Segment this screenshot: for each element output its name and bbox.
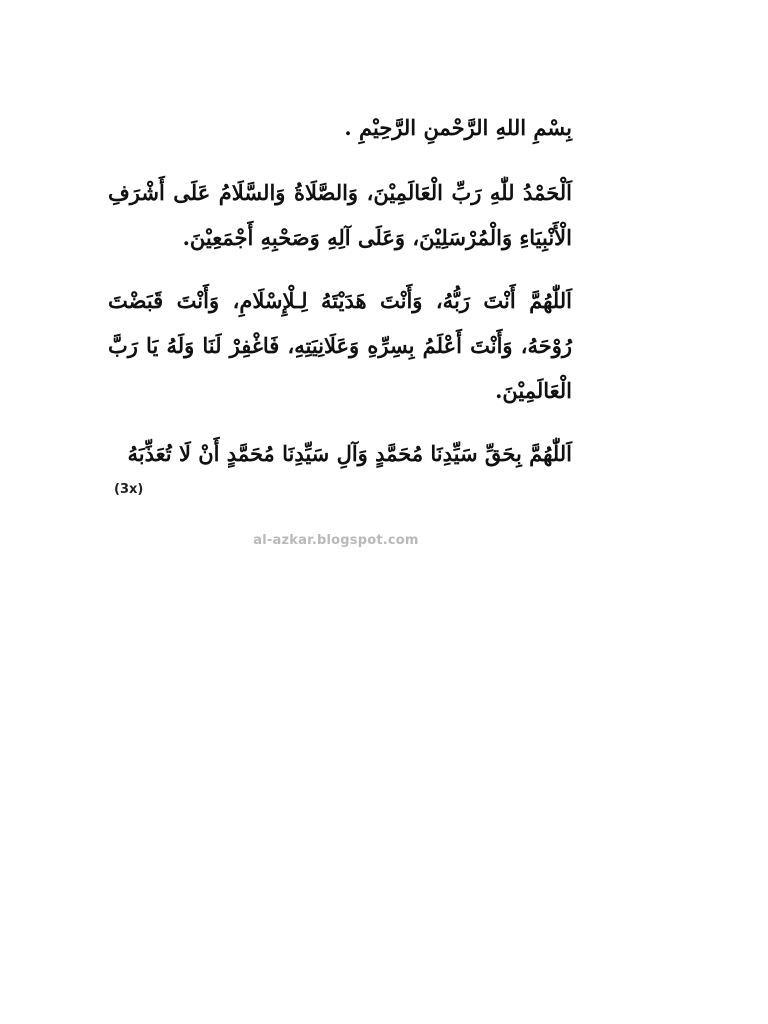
opening-praise-paragraph: اَلْحَمْدُ للّٰهِ رَبِّ الْعَالَمِيْنَ، وَالصَّلَاةُ وَالسَّلَامُ عَلَى أَشْرَفِ الْأَنْبِيَاءِ وَالْمُرْسَلِيْنَ، وَعَلَى آلِهِ وَصَحْبِهِ أَجْمَعِيْنَ. [108,180,572,250]
watermark-url: al-azkar.blogspot.com [253,533,419,548]
basmala-heading: بِسْمِ اللهِ الرَّحْمنِ الرَّحِيْمِ . [344,115,572,140]
repeat-count-note: (3x) [114,482,144,497]
prayer-text-block [108,108,572,500]
final-supplication-paragraph: اَللّٰهُمَّ بِحَقِّ سَيِّدِنَا مُحَمَّدٍ وَآلِ سَيِّدِنَا مُحَمَّدٍ أَنْ لَا تُعَذِّبَهُ [127,441,572,466]
supplication-paragraph: اَللّٰهُمَّ أَنْتَ رَبُّهُ، وَأَنْتَ هَدَيْتَهُ لِـلْإِسْلَامِ، وَأَنْتَ قَبَضْتَ رُوْحَهُ، وَأَنْتَ أَعْلَمُ بِسِرِّهِ وَعَلَانِيَتِهِ، فَاغْفِرْ لَنَا وَلَهُ يَا رَبَّ الْعَالَمِيْنَ. [108,288,572,403]
